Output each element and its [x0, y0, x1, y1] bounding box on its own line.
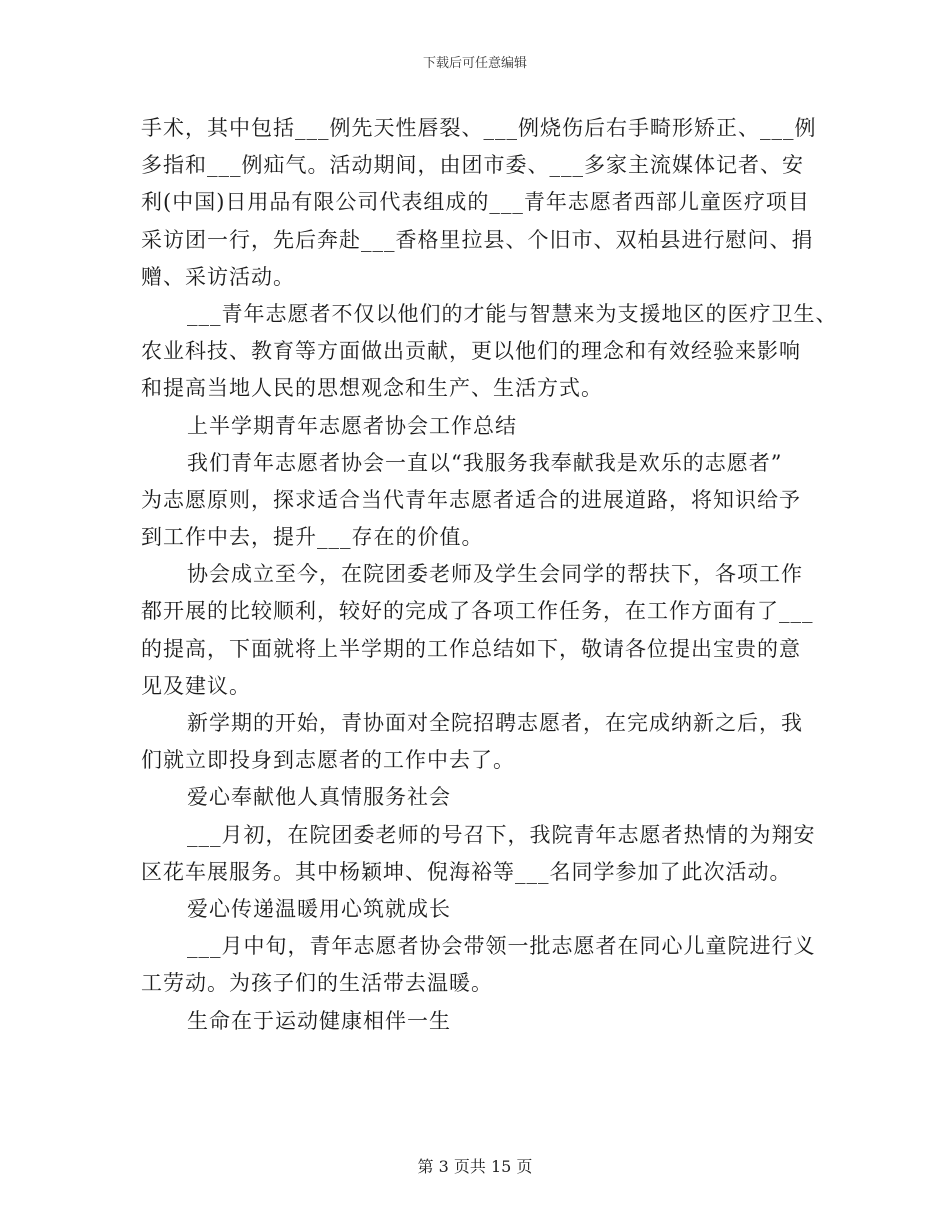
text-line: 区花车展服务。其中杨颖坤、倪海裕等___名同学参加了此次活动。 [141, 859, 792, 884]
text-line: 协会成立至今，在院团委老师及学生会同学的帮扶下，各项工作 [187, 562, 803, 587]
text-line: 利(中国)日用品有限公司代表组成的___青年志愿者西部儿童医疗项目 [141, 190, 810, 215]
text-line: 爱心传递温暖用心筑就成长 [187, 896, 451, 921]
text-line: 的提高，下面就将上半学期的工作总结如下，敬请各位提出宝贵的意 [141, 636, 801, 661]
text-line: 采访团一行，先后奔赴___香格里拉县、个旧市、双柏县进行慰问、捐 [141, 227, 814, 252]
text-line: 生命在于运动健康相伴一生 [187, 1008, 451, 1033]
text-line: 爱心奉献他人真情服务社会 [187, 785, 451, 810]
text-line: 新学期的开始，青协面对全院招聘志愿者，在完成纳新之后，我 [187, 711, 803, 735]
text-line: ___月初，在院团委老师的号召下，我院青年志愿者热情的为翔安 [187, 822, 816, 847]
text-line: 到工作中去，提升___存在的价值。 [141, 525, 484, 550]
text-line: 都开展的比较顺利，较好的完成了各项工作任务，在工作方面有了___ [141, 599, 814, 624]
text-line: 农业科技、教育等方面做出贡献，更以他们的理念和有效经验来影响 [141, 339, 801, 364]
page-footer: 第 3 页共 15 页 [417, 1157, 533, 1176]
text-line: 见及建议。 [141, 673, 251, 698]
text-line: 和提高当地人民的思想观念和生产、生活方式。 [141, 376, 603, 401]
text-line: ___青年志愿者不仅以他们的才能与智慧来为支援地区的医疗卫生、 [187, 301, 838, 326]
text-line: 工劳动。为孩子们的生活带去温暖。 [141, 971, 493, 996]
text-line: 赠、采访活动。 [141, 264, 295, 289]
document-body [141, 110, 838, 1040]
text-line: 们就立即投身到志愿者的工作中去了。 [141, 748, 515, 773]
text-line: 手术，其中包括___例先天性唇裂、___例烧伤后右手畸形矫正、___例 [141, 116, 817, 140]
text-line: 上半学期青年志愿者协会工作总结 [187, 413, 517, 438]
page-header: 下载后可任意编辑 [422, 56, 527, 71]
text-line: ___月中旬，青年志愿者协会带领一批志愿者在同心儿童院进行义 [187, 934, 816, 959]
text-line: 多指和___例疝气。活动期间，由团市委、___多家主流媒体记者、安 [141, 153, 804, 178]
text-line: 我们青年志愿者协会一直以“我服务我奉献我是欢乐的志愿者” [187, 450, 783, 475]
text-line: 为志愿原则，探求适合当代青年志愿者适合的进展道路，将知识给予 [141, 487, 801, 512]
